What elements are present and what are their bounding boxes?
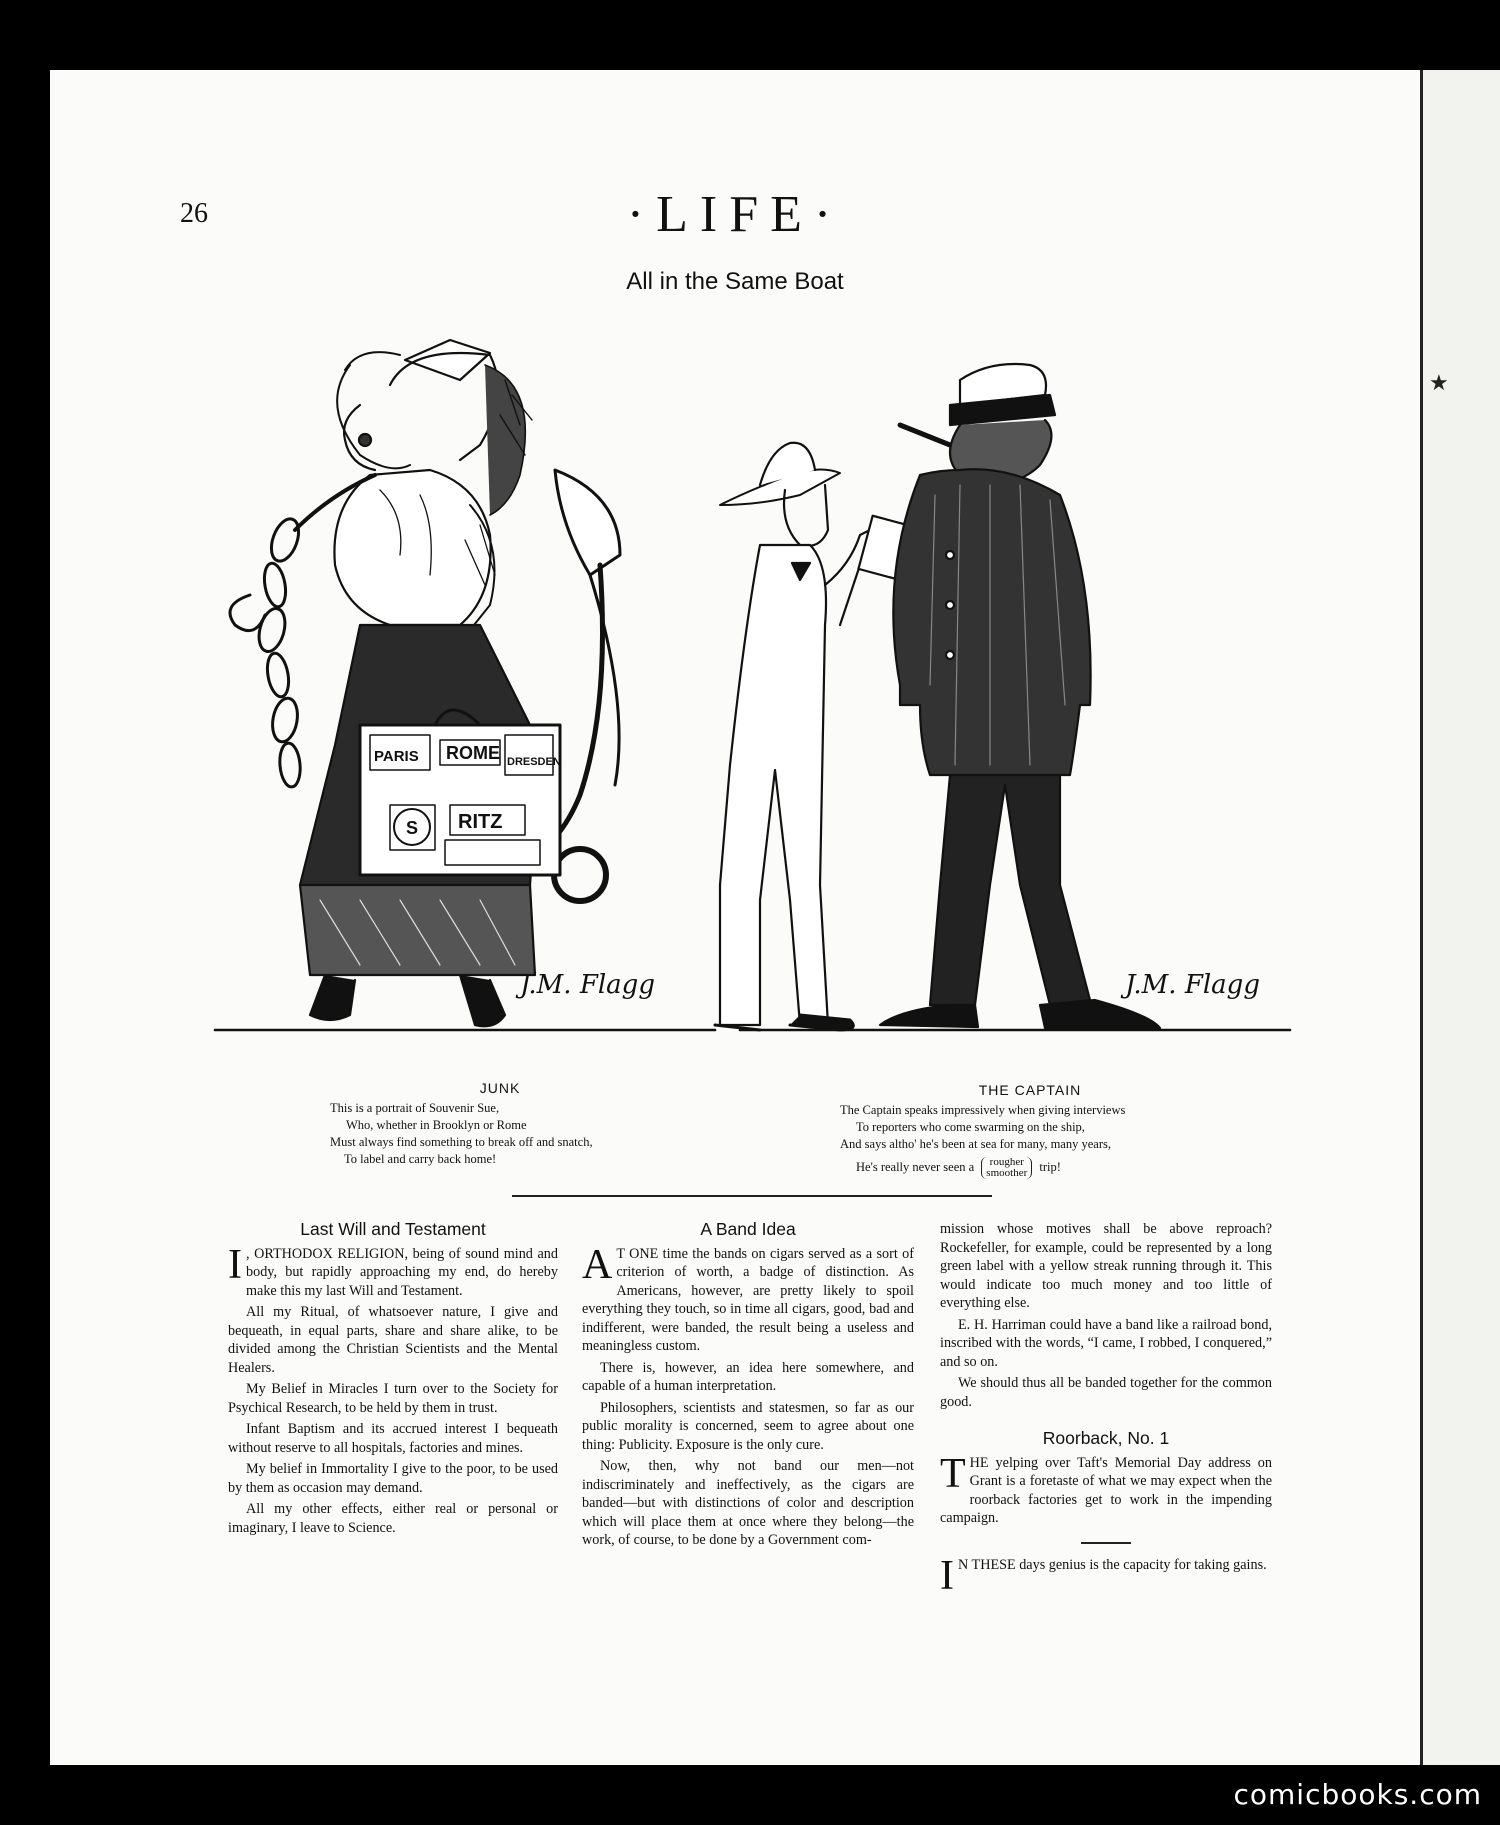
artist-signature-right: J.M. Flagg bbox=[1125, 970, 1260, 1000]
article-paragraph: My belief in Immortality I give to the poor, to be used by them as occasion may demand. bbox=[228, 1461, 558, 1496]
label-dresden: DRESDEN bbox=[507, 756, 561, 768]
magazine-page bbox=[50, 70, 1420, 1765]
caption-captain bbox=[840, 1082, 1220, 1179]
masthead: ·LIFE· bbox=[626, 186, 844, 243]
article-paragraph: I N THESE days genius is the capacity for taking gains. bbox=[940, 1552, 1267, 1599]
caption-junk-line: To label and carry back home! bbox=[344, 1152, 497, 1166]
article-band-idea bbox=[582, 1220, 914, 1553]
caption-captain-title: THE CAPTAIN bbox=[978, 1082, 1082, 1098]
article-paragraph: There is, however, an idea here somewhere, and capable of a human interpretation. bbox=[582, 1359, 914, 1394]
caption-junk-line: This is a portrait of Souvenir Sue, bbox=[330, 1101, 500, 1115]
choice-smoother: smoother bbox=[986, 1167, 1028, 1179]
article-title: Roorback, No. 1 bbox=[1042, 1428, 1170, 1448]
article-paragraph: All my Ritual, of whatsoever nature, I give and bequeath, in equal parts, share and share alike, to be divided among the Christian Scientists and the Mental Healers. bbox=[228, 1304, 558, 1376]
caption-junk bbox=[330, 1080, 670, 1168]
article-paragraph: My Belief in Miracles I turn over to the Society for Psychical Research, to be held by them in trust. bbox=[228, 1381, 558, 1416]
caption-captain-last-line bbox=[840, 1157, 1220, 1179]
caption-captain-line: And says altho' he's been at sea for many, many years, bbox=[840, 1137, 1111, 1151]
article-paragraph: Now, then, why not band our men—not indiscriminately and ineffectively, as the cigars are banded—but with distinctions of color and description which will place them at once where they belong—the work, of course, to be done by a Government com- bbox=[582, 1458, 914, 1548]
drop-cap: I bbox=[940, 1552, 954, 1599]
caption-captain-suffix: trip! bbox=[1039, 1159, 1061, 1174]
rougher-smoother-brace bbox=[981, 1157, 1032, 1179]
page-number: 26 bbox=[180, 198, 208, 229]
label-paris: PARIS bbox=[374, 748, 419, 765]
article-paragraph: mission whose motives shall be above reproach? Rockefeller, for example, could be represented by a long green label with a yellow streak running through it. This would indicate too much money and too little of everything else. bbox=[940, 1221, 1272, 1311]
article-title: A Band Idea bbox=[700, 1219, 796, 1239]
caption-captain-line: To reporters who come swarming on the ship, bbox=[856, 1120, 1085, 1134]
article-paragraph: We should thus all be banded together for the common good. bbox=[940, 1375, 1272, 1410]
captain-figure bbox=[880, 364, 1160, 1028]
watermark: comicbooks.com bbox=[1233, 1778, 1482, 1811]
souvenir-suitcase bbox=[360, 710, 560, 875]
article-paragraph: All my other effects, either real or personal or imaginary, I leave to Science. bbox=[228, 1501, 558, 1536]
adjacent-page-edge bbox=[1420, 70, 1500, 1765]
caption-junk-line: Who, whether in Brooklyn or Rome bbox=[346, 1118, 527, 1132]
article-paragraph: I , ORTHODOX RELIGION, being of sound mind and body, but rapidly approaching my end, do hereby make this my last Will and Testament. bbox=[228, 1241, 558, 1299]
article-last-will bbox=[228, 1220, 558, 1540]
label-ritz: RITZ bbox=[458, 811, 503, 833]
caption-captain-line: The Captain speaks impressively when giving interviews bbox=[840, 1103, 1126, 1117]
short-divider bbox=[1081, 1542, 1131, 1544]
article-title: Last Will and Testament bbox=[300, 1219, 486, 1239]
drop-cap: I bbox=[228, 1241, 242, 1288]
drop-cap: A bbox=[582, 1241, 613, 1288]
reporter-figure bbox=[715, 443, 911, 1030]
article-paragraph: Infant Baptism and its accrued interest I bequeath without reserve to all hospitals, factories and mines. bbox=[228, 1421, 558, 1456]
cartoon-title: All in the Same Boat bbox=[626, 268, 844, 295]
caption-junk-line: Must always find something to break off and snatch, bbox=[330, 1135, 593, 1149]
section-divider bbox=[512, 1195, 992, 1197]
article-column-three bbox=[940, 1220, 1272, 1599]
choice-rougher: rougher bbox=[989, 1156, 1024, 1168]
article-paragraph: E. H. Harriman could have a band like a railroad bond, inscribed with the words, “I came, I robbed, I conquered,” and so on. bbox=[940, 1316, 1272, 1370]
star-icon: ★ bbox=[1429, 370, 1449, 395]
drop-cap: T bbox=[940, 1450, 966, 1497]
article-paragraph: THE yelping over Taft's Memorial Day address on Grant is a foretaste of what we may expect when the roorback factories get to work in the impending campaign. bbox=[940, 1450, 1272, 1526]
label-s: S bbox=[406, 818, 419, 838]
caption-captain-prefix: He's really never seen a bbox=[856, 1159, 975, 1174]
souvenir-sue-figure bbox=[230, 340, 620, 1026]
caption-junk-title: JUNK bbox=[479, 1080, 521, 1096]
cartoon-illustration bbox=[160, 325, 1320, 1050]
article-paragraph: A T ONE time the bands on cigars served as a sort of criterion of worth, a badge of distinction. As Americans, however, are pretty likely to spoil everything they touch, so in time all cigars, good, bad and indifferent, were banded, the result being a useless and meaningless custom. bbox=[582, 1241, 914, 1354]
label-rome: ROME bbox=[446, 743, 500, 763]
artist-signature-left: J.M. Flagg bbox=[520, 970, 655, 1000]
article-paragraph: Philosophers, scientists and statesmen, so far as our public morality is concerned, seem to agree about one thing: Publicity. Exposure is the only cure. bbox=[582, 1399, 914, 1453]
